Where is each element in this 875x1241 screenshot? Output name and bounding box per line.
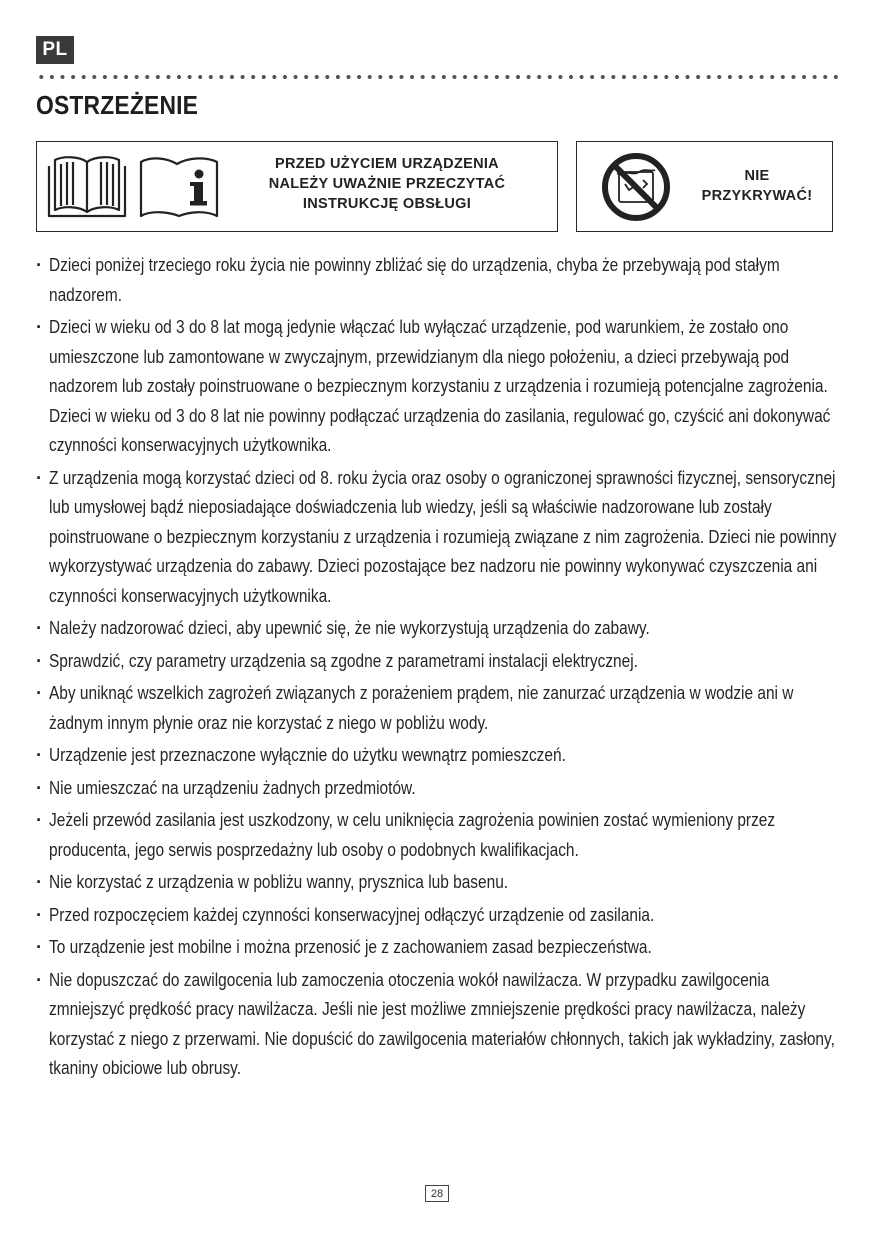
list-item: · Urządzenie jest przeznaczone wyłącznie do użytku wewnątrz pomieszczeń. [36, 740, 866, 770]
do-not-cover-box [576, 141, 833, 232]
list-item: · Jeżeli przewód zasilania jest uszkodzony, w celu uniknięcia zagrożenia powinien zostać wymieniony przez producenta, jego serwis posprzedażny lub osoby o podobnych kwalifikacjach. [36, 805, 866, 864]
info-icon [137, 154, 223, 220]
warning-list [36, 250, 866, 1086]
language-badge: PL [36, 36, 74, 64]
list-item: · Nie korzystać z urządzenia w pobliżu wanny, prysznica lub basenu. [36, 867, 866, 897]
do-not-cover-text: NIE PRZYKRYWAĆ! [701, 168, 813, 204]
no-cover-icon [599, 150, 673, 224]
list-item: · Przed rozpoczęciem każdej czynności konserwacyjnej odłączyć urządzenie od zasilania. [36, 900, 866, 930]
list-item: · Aby uniknąć wszelkich zagrożeń związanych z porażeniem prądem, nie zanurzać urządzenia w wodzie ani w żadnym innym płynie oraz nie korzystać z niego w pobliżu wody. [36, 678, 866, 737]
list-item: · Nie dopuszczać do zawilgocenia lub zamoczenia otoczenia wokół nawilżacza. W przypadku zawilgocenia zmniejszyć prędkość pracy nawilżacza. Jeśli nie jest możliwe zmniejszenie prędkości pracy nawilżacza, należy korzystać z niego z przerwami. Nie dopuścić do zawilgocenia materiałów chłonnych, takich jak wykładziny, zasłony, tkaniny obiciowe lub obrusy. [36, 965, 866, 1083]
book-icon [45, 152, 129, 220]
list-item: · Sprawdzić, czy parametry urządzenia są zgodne z parametrami instalacji elektrycznej. [36, 646, 866, 676]
dotted-divider [36, 73, 839, 81]
read-instructions-box [36, 141, 558, 232]
page-title: OSTRZEŻENIE [36, 90, 199, 120]
list-item: · Nie umieszczać na urządzeniu żadnych przedmiotów. [36, 773, 866, 803]
list-item: · Dzieci w wieku od 3 do 8 lat mogą jedynie włączać lub wyłączać urządzenie, pod warunkiem, że zostało ono umieszczone lub zamontowane w zwyczajnym, przewidzianym dla niego położeniu, a dzieci przebywają pod nadzorem lub zostały poinstruowane o bezpiecznym korzystaniu z urządzenia i rozumieją potencjalne zagrożenia. Dzieci w wieku od 3 do 8 lat nie powinny podłączać urządzenia do zasilania, regulować go, czyścić ani dokonywać czynności konserwacyjnych użytkownika. [36, 312, 866, 460]
list-item: · To urządzenie jest mobilne i można przenosić je z zachowaniem zasad bezpieczeństwa. [36, 932, 866, 962]
list-item: · Należy nadzorować dzieci, aby upewnić się, że nie wykorzystują urządzenia do zabawy. [36, 613, 866, 643]
list-item: · Z urządzenia mogą korzystać dzieci od 8. roku życia oraz osoby o ograniczonej sprawności fizycznej, sensorycznej lub umysłowej bądź nieposiadające doświadczenia lub wiedzy, jeśli są właściwie nadzorowane lub zostały poinstruowane o bezpiecznym korzystaniu z urządzenia i rozumieją związane z nim zagrożenia. Dzieci nie powinny wykorzystywać urządzenia do zabawy. Dzieci pozostające bez nadzoru nie powinny wykonywać czyszczenia ani czynności konserwacyjnych użytkownika. [36, 463, 866, 611]
page-number: 28 [425, 1185, 449, 1202]
list-item: · Dzieci poniżej trzeciego roku życia nie powinny zbliżać się do urządzenia, chyba że przebywają pod stałym nadzorem. [36, 250, 866, 309]
read-instructions-text: PRZED UŻYCIEM URZĄDZENIA NALEŻY UWAŻNIE PRZECZYTAĆ INSTRUKCJĘ OBSŁUGI [268, 156, 506, 212]
